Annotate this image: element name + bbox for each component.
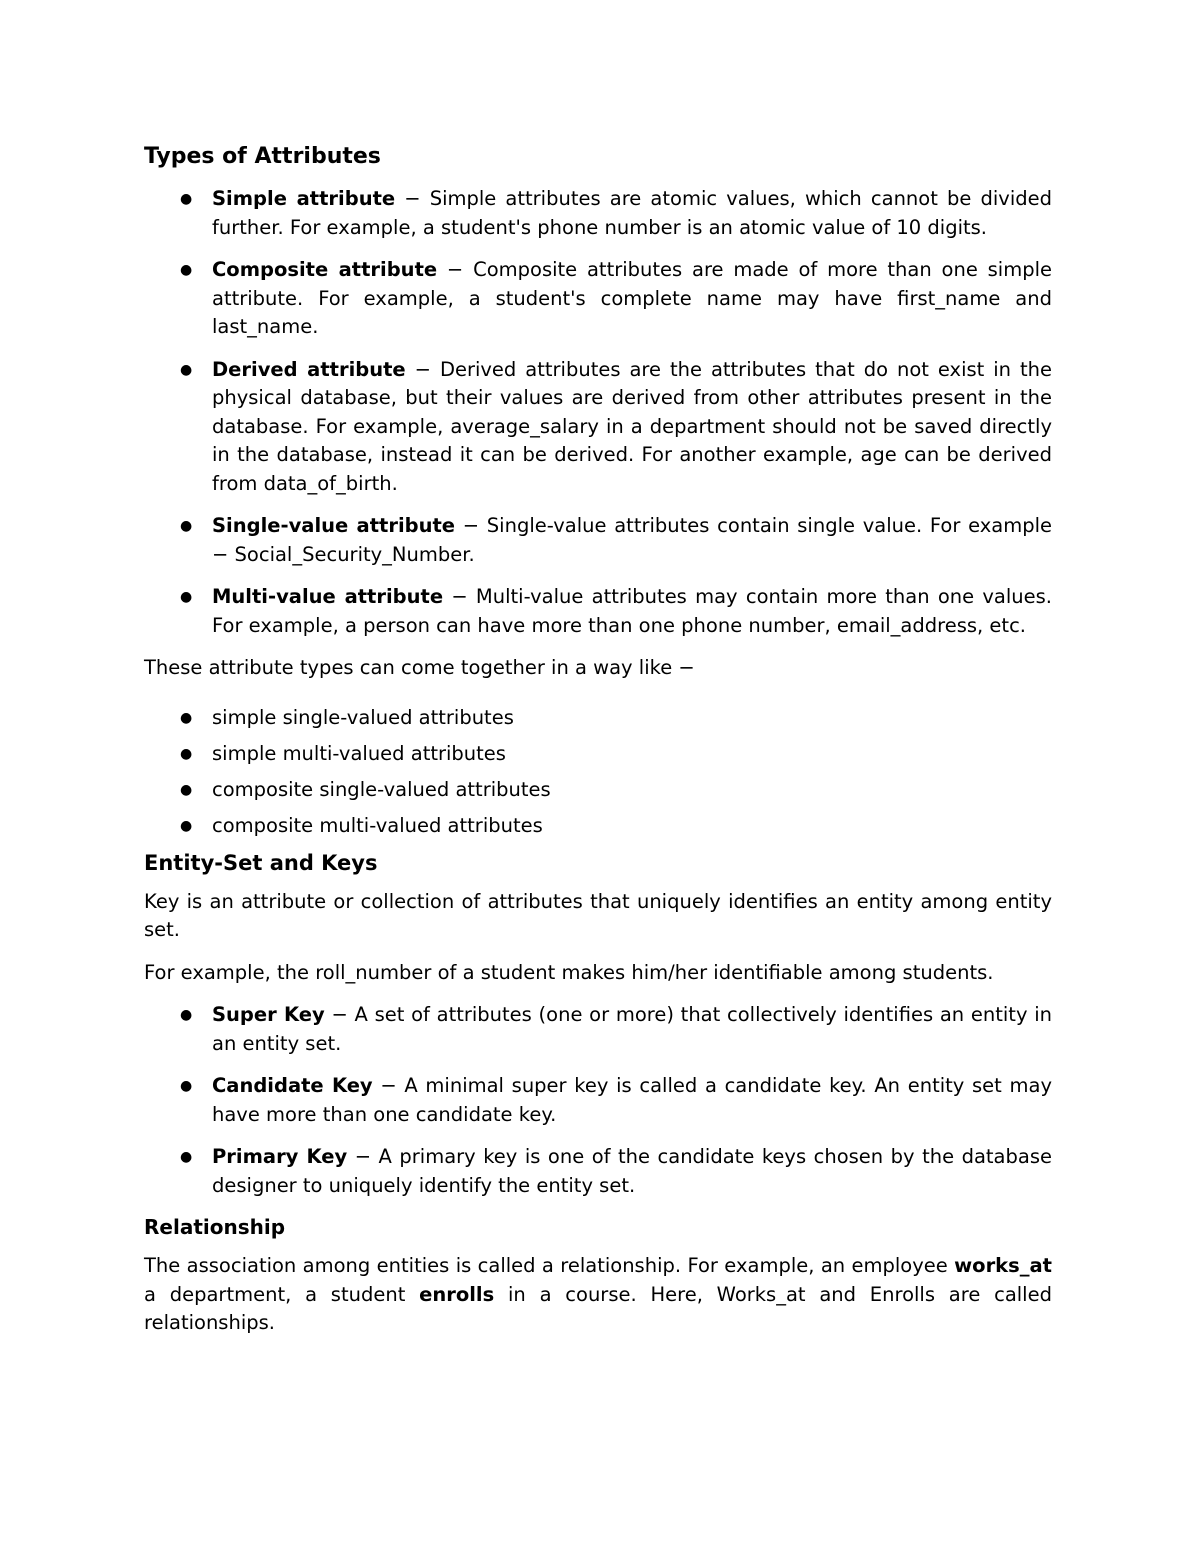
key-example: For example, the roll_number of a student makes him/her identifiable among students. xyxy=(144,960,994,984)
document-page xyxy=(144,141,1052,1338)
list-item xyxy=(144,1143,1052,1200)
list-item-text: simple single-valued attributes xyxy=(212,705,514,729)
list-item xyxy=(144,356,1052,499)
list-item-text: − A minimal super key is called a candidate key. An entity set may have more than one candidate key. xyxy=(212,1074,1052,1126)
heading-types-of-attributes: Types of Attributes xyxy=(144,144,381,169)
list-item-term: Multi-value attribute xyxy=(212,585,444,608)
list-item xyxy=(144,772,1052,808)
list-item-term: Primary Key xyxy=(212,1145,348,1168)
bullet-icon: ● xyxy=(180,262,193,278)
attribute-types-list xyxy=(144,185,1052,640)
list-item-text: composite single-valued attributes xyxy=(212,777,551,801)
bullet-icon: ● xyxy=(180,781,193,798)
list-item xyxy=(144,700,1052,736)
attribute-combo-list xyxy=(144,700,1052,844)
list-item xyxy=(144,736,1052,772)
list-item xyxy=(144,583,1052,640)
key-types-list xyxy=(144,1001,1052,1200)
relationship-paragraph xyxy=(144,1252,1052,1338)
list-item-text: − Simple attributes are atomic values, which cannot be divided further. For example, a student's phone number is an atomic value of 10 digits. xyxy=(212,187,1052,239)
list-item-text: − A set of attributes (one or more) that collectively identifies an entity in an entity set. xyxy=(212,1003,1052,1055)
list-item-term: Derived attribute xyxy=(212,357,406,381)
list-item-text: − Composite attributes are made of more than one simple attribute. For example, a student's complete name may have first_name and last_name. xyxy=(212,258,1052,338)
bullet-icon: ● xyxy=(180,361,193,378)
relationship-text-b: a department, a student xyxy=(144,1282,420,1306)
key-definition: Key is an attribute or collection of attributes that uniquely identifies an entity among entity set. xyxy=(144,889,1052,941)
bullet-icon: ● xyxy=(180,709,193,726)
list-item-text: − A primary key is one of the candidate keys chosen by the database designer to uniquely identify the entity set. xyxy=(212,1145,1052,1197)
list-item xyxy=(144,256,1052,342)
bullet-icon: ● xyxy=(180,1149,193,1165)
bullet-icon: ● xyxy=(180,745,193,762)
bullet-icon: ● xyxy=(180,518,193,534)
bullet-icon: ● xyxy=(180,191,193,207)
list-item-term: Super Key xyxy=(212,1003,325,1026)
list-item-text: − Single-value attributes contain single value. For example − Social_Security_Number. xyxy=(212,514,1052,566)
list-item-term: Composite attribute xyxy=(212,258,438,281)
list-item-term: Simple attribute xyxy=(212,187,396,210)
list-item xyxy=(144,1001,1052,1058)
list-item-text: − Multi-value attributes may contain more than one values. For example, a person can have more than one phone number, email_address, etc. xyxy=(212,585,1052,637)
combo-intro: These attribute types can come together in a way like − xyxy=(144,656,695,679)
heading-entity-set-and-keys: Entity-Set and Keys xyxy=(144,850,378,875)
list-item xyxy=(144,808,1052,844)
list-item xyxy=(144,1072,1052,1129)
list-item-text: − Derived attributes are the attributes that do not exist in the physical database, but their values are derived from other attributes present in the database. For example, average_salary in a department should not be saved directly in the database, instead it can be derived. For another example, age can be derived from data_of_birth. xyxy=(212,357,1053,495)
bullet-icon: ● xyxy=(180,817,193,834)
heading-relationship: Relationship xyxy=(144,1215,286,1239)
list-item xyxy=(144,185,1052,242)
relationship-term-works-at: works_at xyxy=(954,1254,1052,1277)
list-item-text: simple multi-valued attributes xyxy=(212,741,506,765)
bullet-icon: ● xyxy=(180,589,193,605)
bullet-icon: ● xyxy=(180,1078,193,1094)
list-item xyxy=(144,512,1052,569)
list-item-text: composite multi-valued attributes xyxy=(212,813,543,837)
relationship-text-a: The association among entities is called a relationship. For example, an employee xyxy=(144,1254,955,1277)
bullet-icon: ● xyxy=(180,1007,193,1023)
list-item-term: Candidate Key xyxy=(212,1074,373,1097)
relationship-term-enrolls: enrolls xyxy=(419,1282,495,1306)
list-item-term: Single-value attribute xyxy=(212,514,456,537)
relationship-text-c: in a course. Here, Works_at and Enrolls are called relationships. xyxy=(144,1282,1052,1334)
